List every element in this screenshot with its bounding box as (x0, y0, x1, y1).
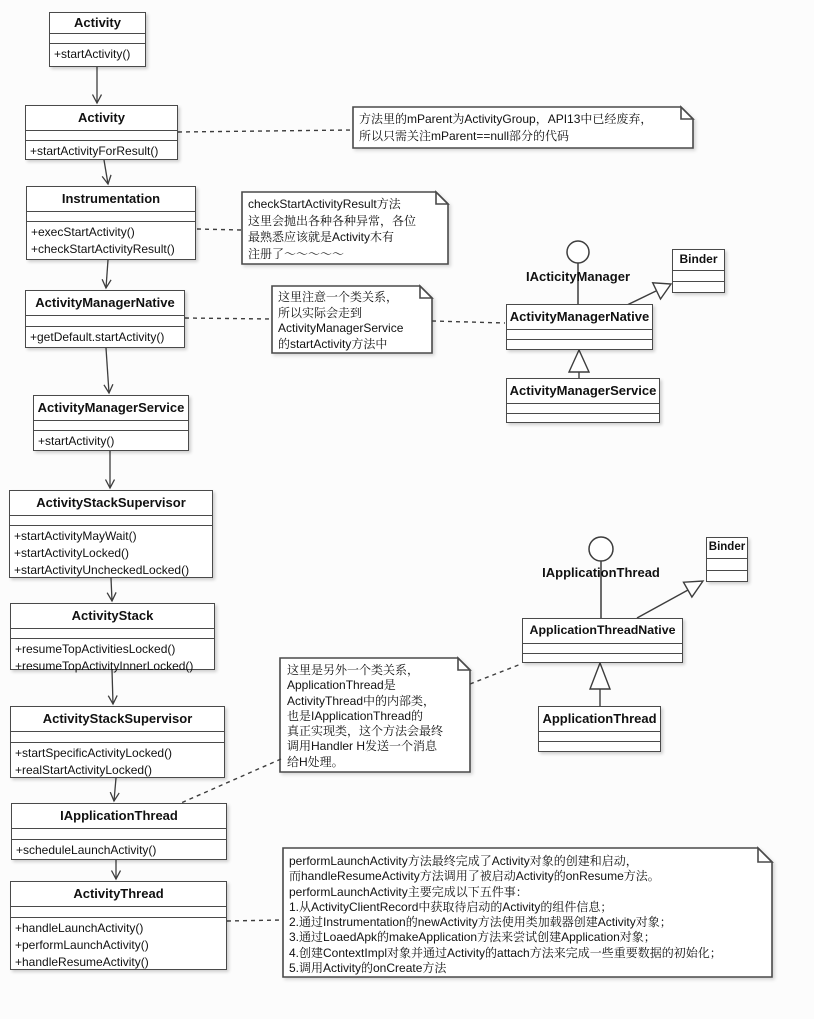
note-line: 而handleResumeActivity方法调用了被启动Activity的onResume方法。 (289, 869, 660, 884)
class-box-activitymanagernative-flow (25, 290, 185, 348)
note-line: 真正实现类，这个方法会最终 (287, 724, 444, 739)
class-name: IApplicationThread (12, 804, 226, 829)
class-box-activitystacksupervisor-2 (10, 706, 225, 778)
triangle-ams-to-amn (569, 350, 589, 372)
class-box-iapplicationthread-flow (11, 803, 227, 860)
class-name: ActivityManagerNative (26, 291, 184, 316)
note-line: 所以只需关注mParent==null部分的代码 (359, 128, 570, 143)
fields-compartment (10, 516, 212, 526)
fields-compartment (673, 271, 724, 282)
class-name: ActivityStackSupervisor (11, 707, 224, 732)
methods-compartment (539, 742, 660, 751)
class-method: +execStartActivity() (31, 225, 135, 239)
note-line: 4.创建ContextImpl对象并通过Activity的attach方法来完成一些重要数据的初始化； (289, 945, 722, 960)
note-line: 这里是另外一个类关系， (287, 663, 420, 677)
note-line: 注册了～～～～～ (248, 246, 345, 261)
methods-compartment (12, 840, 226, 859)
methods-compartment (11, 743, 224, 779)
note-line: 的startActivity方法中 (278, 336, 388, 351)
class-name: Activity (50, 13, 145, 34)
class-name: Binder (707, 538, 747, 559)
note-line: 也是IApplicationThread的 (287, 708, 424, 723)
note-line: checkStartActivityResult方法 (248, 197, 401, 211)
note-line: 方法里的mParent为ActivityGroup，API13中已经废弃， (359, 112, 653, 126)
methods-compartment (507, 340, 652, 349)
note-line: 给H处理。 (287, 754, 344, 769)
class-box-activitymanagernative-right (506, 304, 653, 350)
class-method: +checkStartActivityResult() (31, 242, 175, 256)
class-method: +startSpecificActivityLocked() (15, 746, 173, 760)
fields-compartment (34, 421, 188, 431)
fields-compartment (11, 732, 224, 743)
interface-label-iapplicationthread: IApplicationThread (542, 565, 660, 580)
fields-compartment (507, 330, 652, 340)
fields-compartment (11, 629, 214, 639)
lollipop-interfaces (567, 241, 613, 618)
note-line: performLaunchActivity方法最终完成了Activity对象的创建和启动， (289, 854, 638, 868)
methods-compartment (11, 918, 226, 971)
class-box-binder-mid (706, 537, 748, 582)
interface-label-iacticitymanager: IActicityManager (525, 269, 631, 284)
fields-compartment (26, 131, 177, 141)
note-line: 5.调用Activity的onCreate方法 (289, 961, 447, 976)
fields-compartment (523, 644, 682, 654)
class-box-applicationthreadnative (522, 618, 683, 663)
note-line: 这里注意一个类关系， (278, 290, 399, 304)
note-line: ActivityManagerService (278, 321, 404, 335)
class-box-activity-1 (49, 12, 146, 67)
note-line: 3.通过LoaedApk的makeApplication方法来尝试创建Application对象； (289, 930, 656, 945)
methods-compartment (50, 44, 145, 66)
note-performlaunchactivity (289, 854, 722, 976)
note-ams-class-relation (278, 290, 403, 352)
note-mparent (359, 111, 652, 144)
class-box-activitystack (10, 603, 215, 673)
class-method: +resumeTopActivitiesLocked() (15, 642, 176, 656)
class-method: +getDefault.startActivity() (30, 330, 165, 344)
class-name: ApplicationThreadNative (523, 619, 682, 644)
note-line: performLaunchActivity主要完成以下五件事： (289, 884, 528, 899)
class-box-activitythread (10, 881, 227, 970)
class-method: +startActivity() (38, 434, 115, 448)
fields-compartment (26, 316, 184, 327)
class-box-activity-2 (25, 105, 178, 160)
class-box-instrumentation (26, 186, 196, 260)
note-line: 1.从ActivityClientRecord中获取待启动的Activity的组件信息； (289, 899, 613, 914)
methods-compartment (507, 414, 659, 423)
methods-compartment (10, 526, 212, 579)
interface-circle-iacticitymanager (567, 241, 589, 263)
methods-compartment (26, 327, 184, 347)
class-name: ActivityStack (11, 604, 214, 629)
class-method: +handleLaunchActivity() (15, 921, 144, 935)
triangle-atn-to-binder (684, 581, 704, 597)
class-method: +resumeTopActivityInnerLocked() (15, 659, 194, 673)
class-box-activitymanagerservice-flow (33, 395, 189, 451)
methods-compartment (707, 571, 747, 582)
interface-circle-iapplicationthread (589, 537, 613, 561)
class-method: +startActivityForResult() (30, 144, 159, 158)
class-box-activitystacksupervisor-1 (9, 490, 213, 578)
note-line: 所以实际会走到 (278, 305, 363, 320)
class-name: ActivityManagerService (507, 379, 659, 404)
class-method: +startActivity() (54, 47, 131, 61)
class-method: +startActivityUncheckedLocked() (14, 563, 190, 577)
class-method: +performLaunchActivity() (15, 938, 149, 952)
class-box-activitymanagerservice-right (506, 378, 660, 423)
fields-compartment (11, 907, 226, 918)
class-method: +handleResumeActivity() (15, 955, 149, 969)
note-line: 调用Handler H发送一个消息 (287, 739, 438, 754)
note-line: ActivityThread中的内部类， (287, 693, 436, 708)
methods-compartment (26, 141, 177, 160)
note-checkstartactivityresult (248, 196, 416, 262)
class-name: ActivityManagerService (34, 396, 188, 421)
class-name: ApplicationThread (539, 707, 660, 732)
triangle-at-to-atn (590, 663, 610, 689)
fields-compartment (707, 559, 747, 571)
methods-compartment (27, 222, 195, 259)
class-method: +startActivityMayWait() (14, 529, 137, 543)
note-line: 2.通过Instrumentation的newActivity方法使用类加载器创建Activity对象； (289, 915, 672, 930)
note-applicationthread-relation (287, 663, 443, 770)
note-line: 最熟悉应该就是Activity木有 (248, 230, 395, 244)
class-name: ActivityStackSupervisor (10, 491, 212, 516)
class-name: ActivityThread (11, 882, 226, 907)
methods-compartment (34, 431, 188, 450)
class-method: +realStartActivityLocked() (15, 763, 153, 777)
note-line: ApplicationThread是 (287, 678, 396, 693)
fields-compartment (27, 212, 195, 222)
note-line: 这里会抛出各种各种异常，各位 (248, 213, 417, 228)
class-method: +startActivityLocked() (14, 546, 130, 560)
fields-compartment (12, 829, 226, 840)
class-box-binder-top (672, 249, 725, 293)
fields-compartment (507, 404, 659, 414)
fields-compartment (50, 34, 145, 44)
class-name: Instrumentation (27, 187, 195, 212)
class-name: Activity (26, 106, 177, 131)
class-method: +scheduleLaunchActivity() (16, 843, 157, 857)
class-name: Binder (673, 250, 724, 271)
methods-compartment (673, 282, 724, 292)
class-name: ActivityManagerNative (507, 305, 652, 330)
fields-compartment (539, 732, 660, 742)
methods-compartment (11, 639, 214, 675)
class-box-applicationthread (538, 706, 661, 752)
methods-compartment (523, 654, 682, 663)
